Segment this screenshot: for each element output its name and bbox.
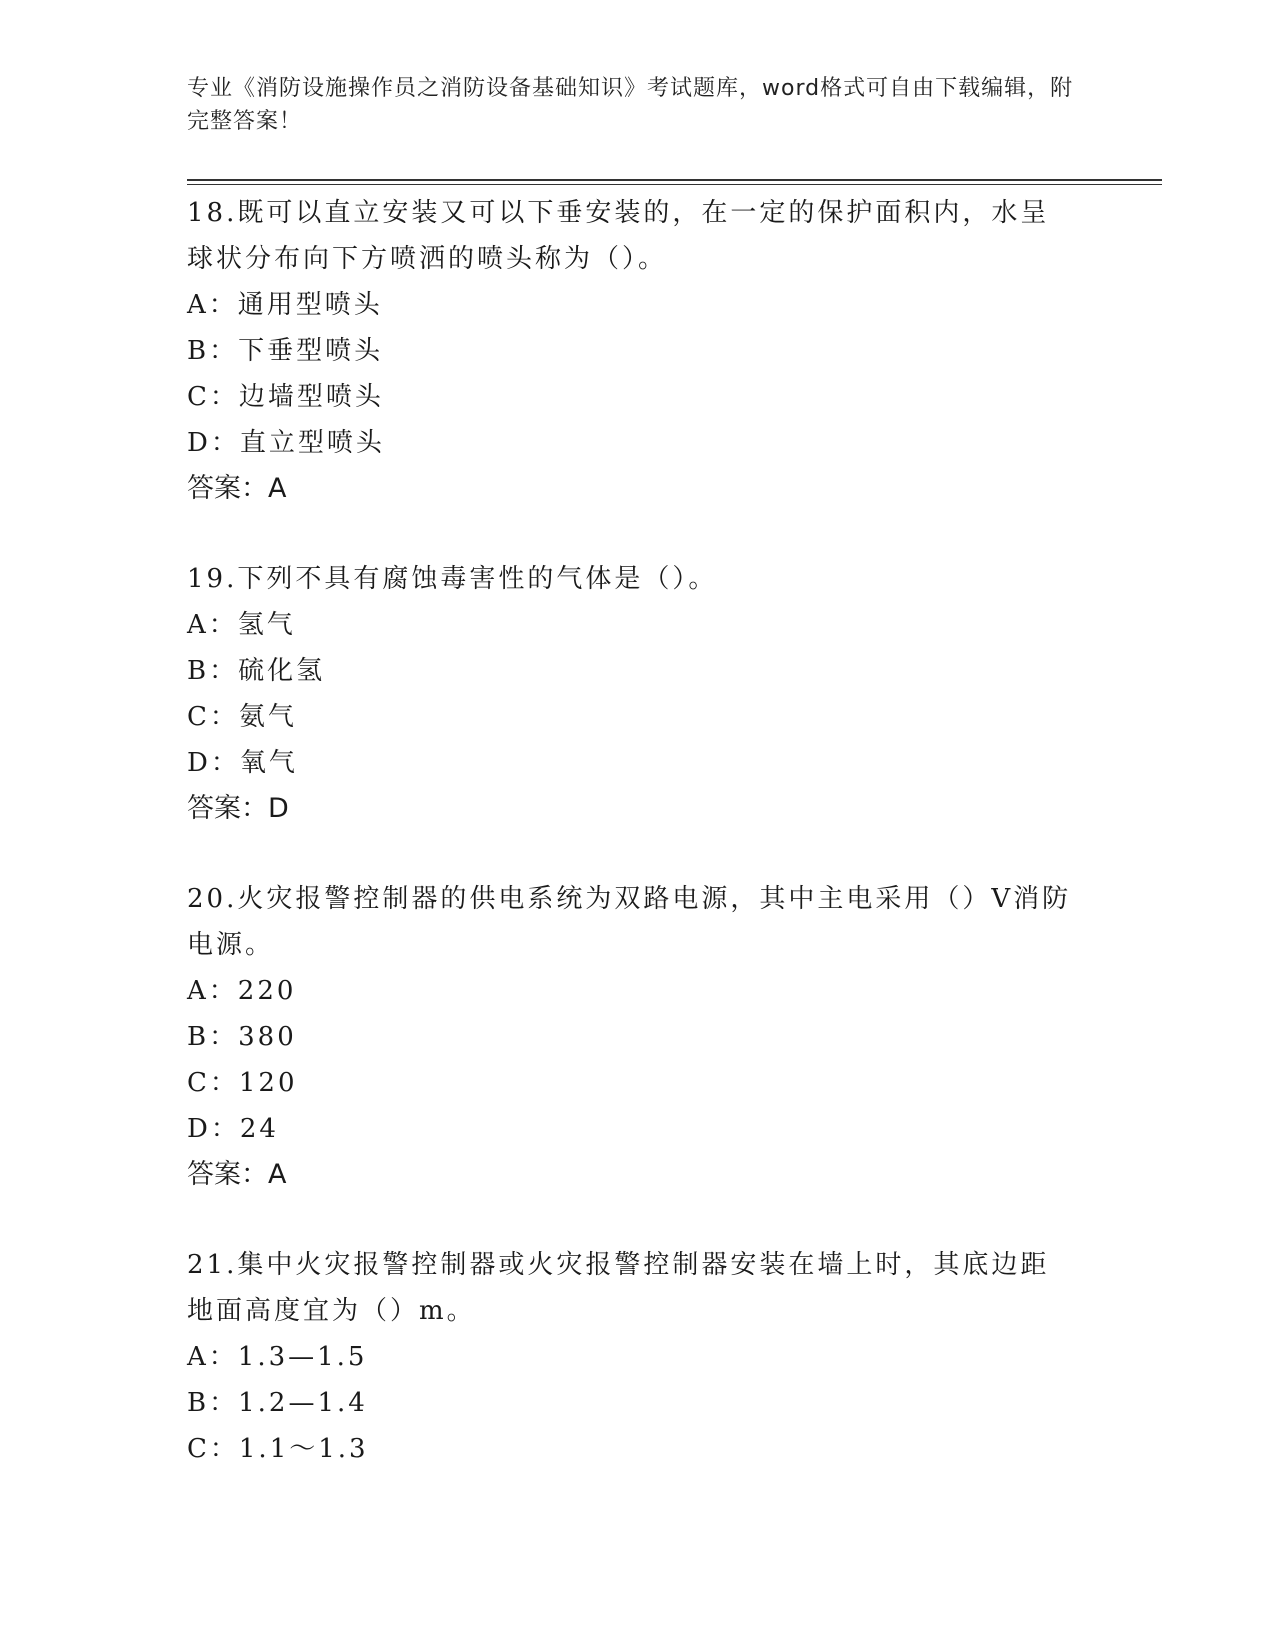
question-18 [187,190,1077,512]
question-20 [187,876,1077,1198]
document-header: 专业《消防设施操作员之消防设备基础知识》考试题库，word格式可自由下载编辑，附完整答案！ [187,76,1074,134]
question-stem: 21.集中火灾报警控制器或火灾报警控制器安装在墙上时，其底边距地面高度宜为（）m。 [187,1250,1050,1326]
option-b: B：下垂型喷头 [187,336,384,366]
option-c: C：边墙型喷头 [187,382,384,412]
option-b: B：1.2—1.4 [187,1388,368,1418]
question-list [187,190,1077,1516]
answer: 答案：A [187,1159,287,1190]
option-d: D：24 [187,1114,279,1144]
answer: 答案：A [187,473,287,504]
option-c: C：120 [187,1068,298,1098]
question-21 [187,1242,1077,1472]
option-a: A：通用型喷头 [187,290,383,320]
header-divider-thick [187,179,1162,181]
option-c: C：氨气 [187,702,297,732]
answer: 答案：D [187,793,289,824]
option-d: D：氧气 [187,748,298,778]
option-b: B：380 [187,1022,297,1052]
header-divider-thin [187,184,1162,185]
option-a: A：1.3—1.5 [187,1342,368,1372]
option-a: A：220 [187,976,297,1006]
option-b: B：硫化氢 [187,656,326,686]
question-stem: 18.既可以直立安装又可以下垂安装的，在一定的保护面积内，水呈球状分布向下方喷洒的喷头称为（）。 [187,198,1050,274]
option-c: C：1.1～1.3 [187,1434,369,1464]
question-stem: 20.火灾报警控制器的供电系统为双路电源，其中主电采用（）V消防电源。 [187,884,1072,960]
question-19 [187,556,1077,832]
question-stem: 19.下列不具有腐蚀毒害性的气体是（）。 [187,564,718,594]
option-a: A：氢气 [187,610,296,640]
option-d: D：直立型喷头 [187,428,385,458]
